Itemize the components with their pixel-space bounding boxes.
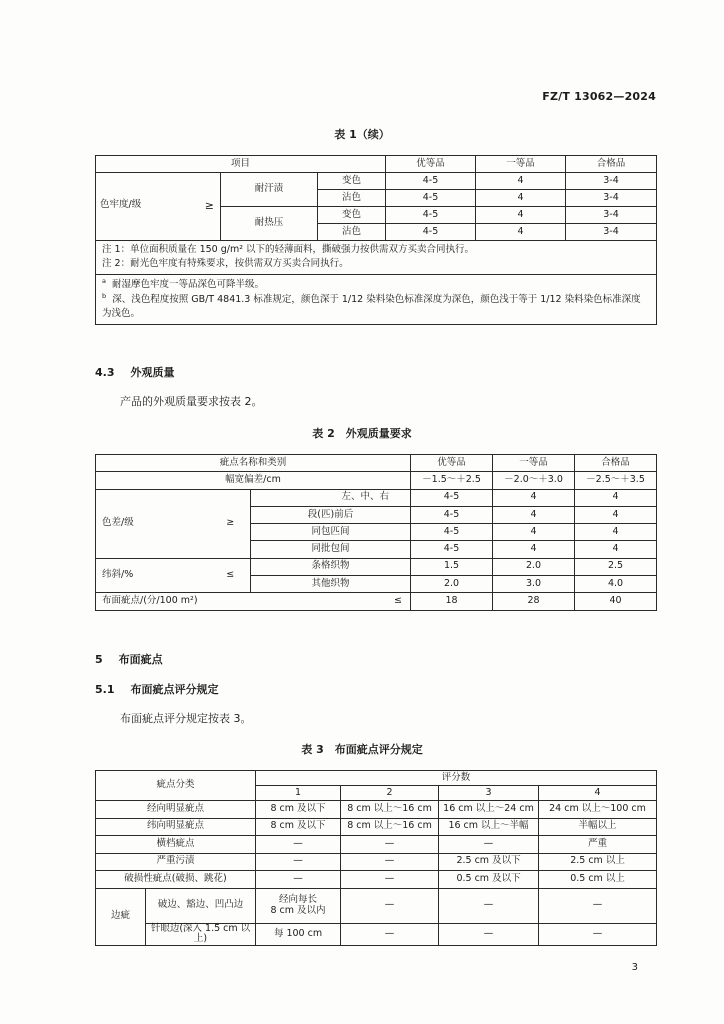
table2-cell: －2.0～＋3.0 — [493, 472, 575, 489]
table2-cell: 4-5 — [411, 541, 493, 558]
table1-cell: 3-4 — [566, 173, 657, 190]
page-number: 3 — [631, 962, 638, 973]
table3-cell: 2.5 cm 及以下 — [439, 853, 539, 871]
table2-cell: 4-5 — [411, 506, 493, 523]
table3-edge-label: 边疵 — [96, 888, 146, 946]
table3-row-label: 破损性疵点(破损、跳花) — [96, 871, 256, 889]
table2-header-superior: 优等品 — [411, 455, 493, 472]
section-title: 布面疵点评分规定 — [130, 683, 219, 696]
table2-cell: 4.0 — [575, 576, 657, 593]
table3-cell: — — [539, 923, 657, 946]
table1-cell: 4 — [476, 224, 566, 241]
section-5-1-heading — [95, 681, 219, 697]
table1-header-item: 项目 — [96, 156, 386, 173]
table-row — [96, 489, 657, 506]
table3-cell: — — [341, 853, 439, 871]
table1-row-label: 变色 — [318, 207, 386, 224]
table2-cell: 4 — [493, 541, 575, 558]
table1-sub2-label: 耐热压 — [221, 207, 318, 241]
table2-header-item: 疵点名称和类别 — [96, 455, 411, 472]
table3-cell: — — [439, 888, 539, 923]
table1-group-symbol: ≥ — [204, 199, 214, 213]
table2-header-row — [96, 455, 657, 472]
table1-cell: 3-4 — [566, 207, 657, 224]
table2-cell: 4 — [575, 489, 657, 506]
table2-cell: 18 — [411, 593, 493, 610]
table3-header-category: 疵点分类 — [96, 771, 256, 801]
table2-cell: 1.5 — [411, 558, 493, 575]
table3-row-label: 破边、豁边、凹凸边 — [146, 888, 256, 923]
table1-cell: 4-5 — [386, 224, 476, 241]
table3-cell: — — [539, 888, 657, 923]
table2-row-label: 条格织物 — [251, 558, 411, 575]
table2-cell: 4 — [575, 506, 657, 523]
table2-cell: 3.0 — [493, 576, 575, 593]
footnote-mark: b — [102, 291, 107, 300]
table1-group-cell — [96, 173, 221, 241]
section-number: 4.3 — [95, 366, 115, 379]
table3-cell-line: 经向每长 — [279, 893, 318, 905]
table3-cell: 8 cm 及以下 — [256, 801, 341, 819]
table3-cell: — — [256, 836, 341, 854]
table-row — [96, 888, 657, 923]
table2-defect-symbol: ≤ — [321, 593, 411, 610]
table3-cell: — — [341, 923, 439, 946]
table2-skew-symbol: ≤ — [211, 558, 251, 593]
table1-cell: 4-5 — [386, 207, 476, 224]
table2-cell: 4 — [493, 506, 575, 523]
table2-caption: 表 2 外观质量要求 — [312, 427, 412, 440]
table1-footnotes-row — [96, 274, 657, 324]
table3-header-score-3: 3 — [439, 786, 539, 801]
table1-notes — [96, 241, 657, 275]
table1-notes-row — [96, 241, 657, 275]
table-row — [96, 853, 657, 871]
table3 — [95, 770, 657, 946]
table1-footnote — [102, 292, 650, 322]
table3-cell: — — [256, 853, 341, 871]
table1-footnotes — [96, 274, 657, 324]
table2-cell: －1.5～＋2.5 — [411, 472, 493, 489]
table2-cell: 4 — [493, 524, 575, 541]
table1-footnote — [102, 277, 650, 292]
table-row — [96, 173, 657, 190]
table1-row-label: 沾色 — [318, 224, 386, 241]
table2-row-label: 左、中、右 — [321, 489, 411, 506]
table3-row-label: 经向明显疵点 — [96, 801, 256, 819]
table2-cell: －2.5～＋3.5 — [575, 472, 657, 489]
table1-cell: 4 — [476, 173, 566, 190]
table3-cell: 8 cm 以上～16 cm — [341, 801, 439, 819]
table3-header-score-1: 1 — [256, 786, 341, 801]
table1-header-qualified: 合格品 — [566, 156, 657, 173]
table3-row-label: 针眼边(深入 1.5 cm 以上) — [146, 923, 256, 946]
table3-cell: — — [256, 871, 341, 889]
table1-header-superior: 优等品 — [386, 156, 476, 173]
section-5-heading — [95, 651, 163, 667]
table1 — [95, 155, 657, 325]
table1-note: 注 2：耐光色牢度有特殊要求，按供需双方买卖合同执行。 — [102, 258, 349, 270]
table3-cell: 2.5 cm 以上 — [539, 853, 657, 871]
table2-defect-label: 布面疵点/(分/100 m²) — [96, 593, 321, 610]
table3-cell: 16 cm 以上～24 cm — [439, 801, 539, 819]
table3-caption: 表 3 布面疵点评分规定 — [301, 743, 423, 756]
section-number: 5.1 — [95, 683, 115, 696]
table2 — [95, 454, 657, 611]
table3-cell: 8 cm 以上～16 cm — [341, 818, 439, 836]
table1-row-label: 沾色 — [318, 190, 386, 207]
table-row — [96, 558, 657, 575]
table1-caption: 表 1（续） — [334, 128, 390, 141]
table3-cell: 0.5 cm 以上 — [539, 871, 657, 889]
table2-cell: 40 — [575, 593, 657, 610]
table3-header-score: 评分数 — [256, 771, 657, 786]
section-title: 布面疵点 — [118, 653, 163, 666]
table3-cell-line: 8 cm 及以内 — [270, 904, 326, 916]
table3-header-row — [96, 771, 657, 786]
table2-skew-label: 纬斜/% — [96, 558, 211, 593]
table3-cell: 每 100 cm — [256, 923, 341, 946]
table3-header-score-2: 2 — [341, 786, 439, 801]
table2-header-qualified: 合格品 — [575, 455, 657, 472]
table-row — [96, 472, 657, 489]
section-title: 外观质量 — [130, 366, 175, 379]
table2-cell: 4-5 — [411, 489, 493, 506]
table1-sub1-label: 耐汗渍 — [221, 173, 318, 207]
section-4-3-heading — [95, 364, 175, 380]
table3-cell — [256, 888, 341, 923]
table3-row-label: 纬向明显疵点 — [96, 818, 256, 836]
table2-width-label: 幅宽偏差/cm — [96, 472, 411, 489]
table2-row-label: 同批包间 — [251, 541, 411, 558]
table3-cell: 半幅以上 — [539, 818, 657, 836]
table2-row-label: 段(匹)前后 — [251, 506, 411, 523]
table3-cell: — — [439, 836, 539, 854]
table2-cell: 4 — [575, 541, 657, 558]
table1-group-label: 色牢度/级 — [100, 199, 142, 211]
table1-cell: 4-5 — [386, 173, 476, 190]
table1-note: 注 1：单位面积质量在 150 g/m² 以下的轻薄面料，撕破强力按供需双方买卖合同执行。 — [102, 244, 475, 255]
table2-row-label: 同包匹间 — [251, 524, 411, 541]
table3-cell: — — [341, 836, 439, 854]
table-row — [96, 923, 657, 946]
table1-cell: 4-5 — [386, 190, 476, 207]
table1-cell: 3-4 — [566, 190, 657, 207]
table-row — [96, 593, 657, 610]
table2-cell: 28 — [493, 593, 575, 610]
table3-header-score-4: 4 — [539, 786, 657, 801]
table1-header-first: 一等品 — [476, 156, 566, 173]
table-row — [96, 801, 657, 819]
section-4-3-text: 产品的外观质量要求按表 2。 — [120, 395, 263, 408]
table2-cell: 4-5 — [411, 524, 493, 541]
table3-cell: 严重 — [539, 836, 657, 854]
table3-row-label: 横档疵点 — [96, 836, 256, 854]
table2-cell: 2.0 — [411, 576, 493, 593]
table2-cell: 2.5 — [575, 558, 657, 575]
table3-cell: — — [341, 888, 439, 923]
table2-cell: 4 — [493, 489, 575, 506]
table1-row-label: 变色 — [318, 173, 386, 190]
standard-number: FZ/T 13062—2024 — [542, 90, 656, 103]
table3-cell: 8 cm 及以下 — [256, 818, 341, 836]
table-row — [96, 871, 657, 889]
table-row — [96, 836, 657, 854]
table2-color-symbol: ≥ — [211, 489, 251, 558]
footnote-mark: a — [102, 276, 106, 285]
table2-cell: 4 — [575, 524, 657, 541]
section-5-1-text: 布面疵点评分规定按表 3。 — [120, 712, 252, 725]
section-number: 5 — [95, 653, 103, 666]
table1-cell: 4 — [476, 190, 566, 207]
table3-cell: — — [341, 871, 439, 889]
table3-cell: 16 cm 以上～半幅 — [439, 818, 539, 836]
table3-cell: 0.5 cm 及以下 — [439, 871, 539, 889]
footnote-text: 深、浅色程度按照 GB/T 4841.3 标准规定，颜色深于 1/12 染料染色标准深度为深色，颜色浅于等于 1/12 染料染色标准深度为浅色。 — [102, 294, 641, 320]
table3-cell: 24 cm 以上～100 cm — [539, 801, 657, 819]
table-row — [96, 818, 657, 836]
table1-header-row — [96, 156, 657, 173]
table3-row-label: 严重污渍 — [96, 853, 256, 871]
table2-cell: 2.0 — [493, 558, 575, 575]
table1-cell: 4 — [476, 207, 566, 224]
table2-color-label: 色差/级 — [96, 489, 211, 558]
table2-row-label: 其他织物 — [251, 576, 411, 593]
table2-header-first: 一等品 — [493, 455, 575, 472]
table1-cell: 3-4 — [566, 224, 657, 241]
footnote-text: 耐湿摩色牢度一等品深色可降半级。 — [112, 278, 265, 290]
table3-cell: — — [439, 923, 539, 946]
